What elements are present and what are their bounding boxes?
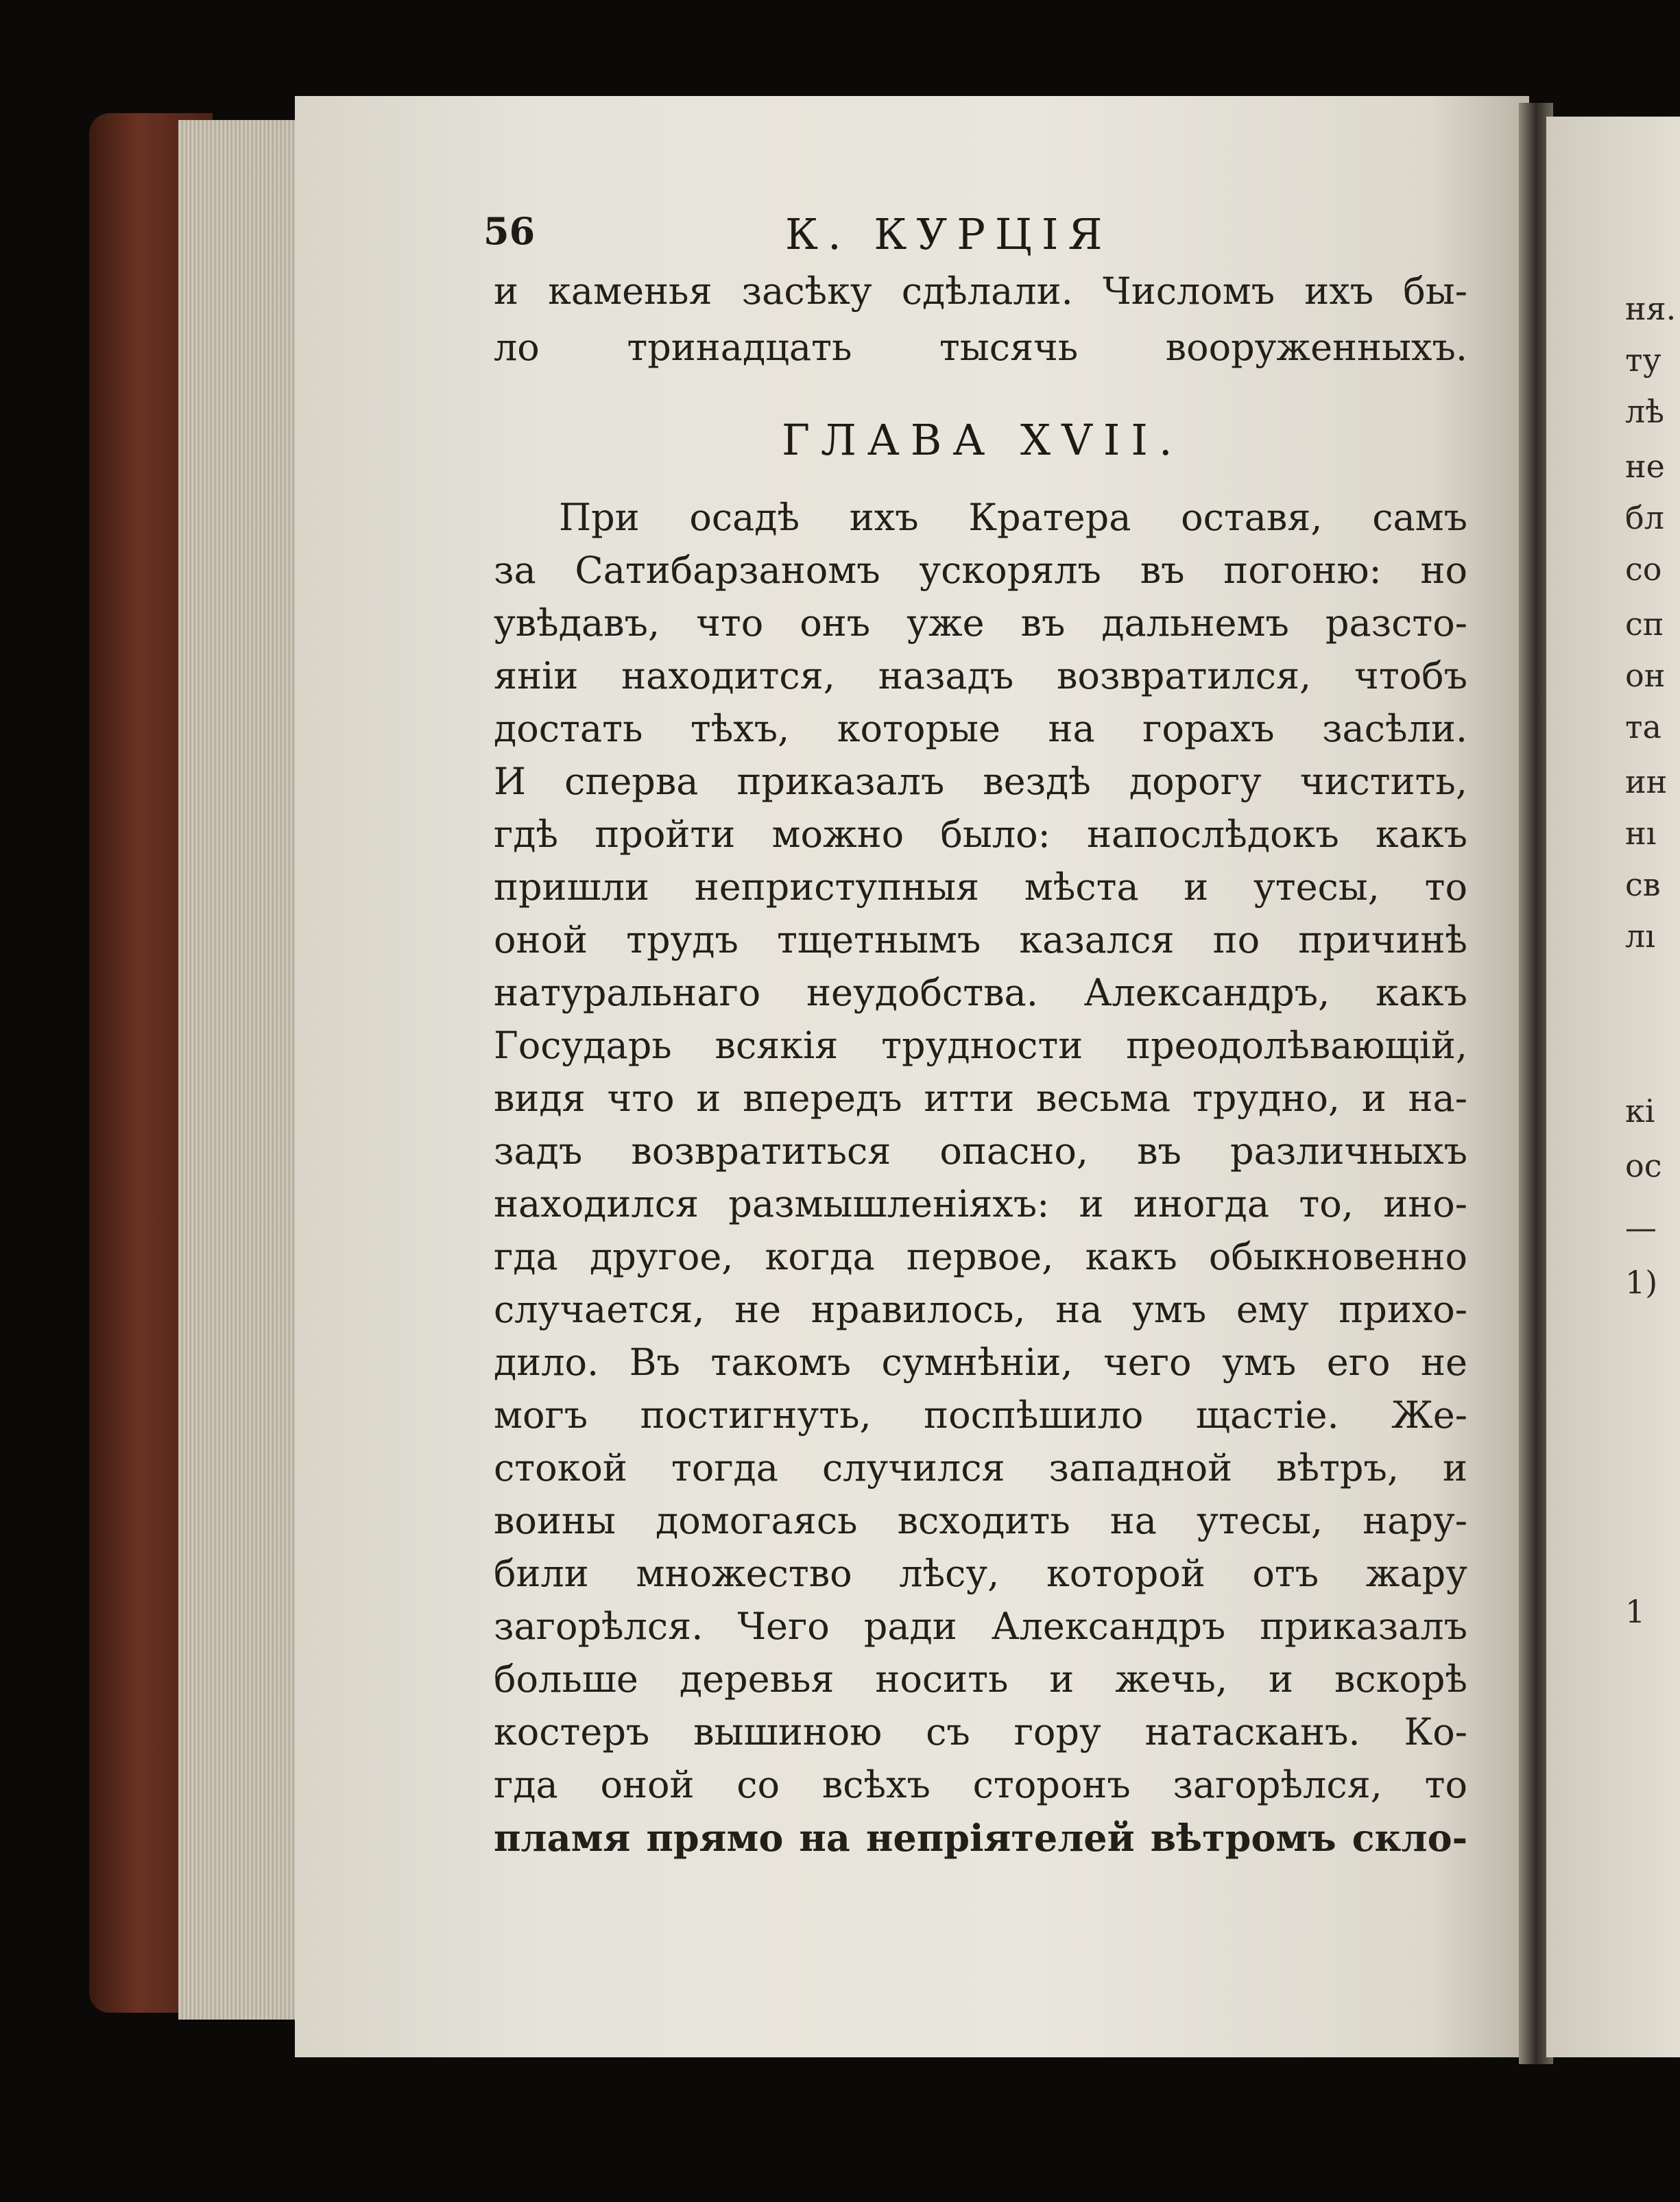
- facing-page-fragment: он: [1625, 657, 1666, 694]
- page-number: 56: [483, 209, 536, 253]
- page-header: [483, 209, 1169, 264]
- facing-page-fragment: кі: [1625, 1092, 1655, 1129]
- text-line: находился размышленіяхъ: и иногда то, ино-: [494, 1182, 1467, 1225]
- facing-page-fragment: ту: [1625, 342, 1661, 379]
- text-line: били множество лѣсу, которой отъ жару: [494, 1552, 1467, 1595]
- text-line: натуральнаго неудобства. Александръ, какъ: [494, 971, 1467, 1014]
- running-head: К. КУРЦІЯ: [785, 209, 1112, 259]
- facing-page-fragment: лı: [1625, 918, 1655, 955]
- facing-page-fragment: сп: [1625, 606, 1664, 643]
- text-line: И сперва приказалъ вездѣ дорогу чистить,: [494, 760, 1467, 803]
- facing-page-fragment: та: [1625, 708, 1661, 745]
- text-line: случается, не нравилось, на умъ ему прихо-: [494, 1288, 1467, 1331]
- text-line: больше деревья носить и жечь, и вскорѣ: [494, 1658, 1467, 1701]
- facing-page-fragment: со: [1625, 551, 1662, 588]
- text-line: за Сатибарзаномъ ускорялъ въ погоню: но: [494, 549, 1467, 592]
- page-edges: [178, 120, 309, 2020]
- facing-page-fragment: —: [1625, 1209, 1657, 1246]
- text-line: яніи находится, назадъ возвратился, чтобъ: [494, 654, 1467, 697]
- text-line: оной трудъ тщетнымъ казался по причинѣ: [494, 918, 1467, 961]
- text-line: воины домогаясь всходить на утесы, нару-: [494, 1499, 1467, 1542]
- text-line: задъ возвратиться опасно, въ различныхъ: [494, 1129, 1467, 1173]
- text-line: гда оной со всѣхъ сторонъ загорѣлся, то: [494, 1763, 1467, 1806]
- intro-line: ло тринадцать тысячь вооруженныхъ.: [494, 326, 1467, 369]
- chapter-title: ГЛАВА XVII.: [782, 415, 1184, 465]
- facing-page-fragment: 1: [1625, 1593, 1646, 1630]
- intro-line: и каменья засѣку сдѣлали. Числомъ ихъ бы-: [494, 270, 1467, 313]
- text-line: стокой тогда случился западной вѣтръ, и: [494, 1446, 1467, 1489]
- facing-page-fragment: лѣ: [1625, 393, 1664, 430]
- text-line: достать тѣхъ, которые на горахъ засѣли.: [494, 707, 1467, 750]
- text-line: гдѣ пройти можно было: напослѣдокъ какъ: [494, 813, 1467, 856]
- facing-page-fragment: не: [1625, 448, 1665, 485]
- facing-page-fragment: ня.: [1625, 290, 1677, 327]
- text-line: дило. Въ такомъ сумнѣніи, чего умъ его не: [494, 1341, 1467, 1384]
- text-line: При осадѣ ихъ Кратера оставя, самъ: [559, 496, 1467, 539]
- text-line: видя что и впередъ итти весьма трудно, и на-: [494, 1077, 1467, 1120]
- facing-page-fragment: ос: [1625, 1147, 1662, 1184]
- text-line: увѣдавъ, что онъ уже въ дальнемъ разсто-: [494, 601, 1467, 645]
- text-line: пламя прямо на непріятелей вѣтромъ скло-: [494, 1816, 1467, 1860]
- text-line: костеръ вышиною съ гору натасканъ. Ко-: [494, 1710, 1467, 1754]
- text-line: загорѣлся. Чего ради Александръ приказалъ: [494, 1605, 1467, 1648]
- facing-page-fragment: нı: [1625, 815, 1657, 852]
- text-line: гда другое, когда первое, какъ обыкновенно: [494, 1235, 1467, 1278]
- text-line: пришли неприступныя мѣста и утесы, то: [494, 865, 1467, 909]
- facing-page-fragment: 1): [1625, 1264, 1658, 1301]
- text-line: могъ постигнуть, поспѣшило щастіе. Же-: [494, 1393, 1467, 1437]
- text-line: Государь всякія трудности преодолѣвающій,: [494, 1024, 1467, 1067]
- facing-page-fragment: св: [1625, 866, 1661, 903]
- facing-page-fragment: бл: [1625, 499, 1664, 536]
- facing-page-fragment: ин: [1625, 763, 1668, 800]
